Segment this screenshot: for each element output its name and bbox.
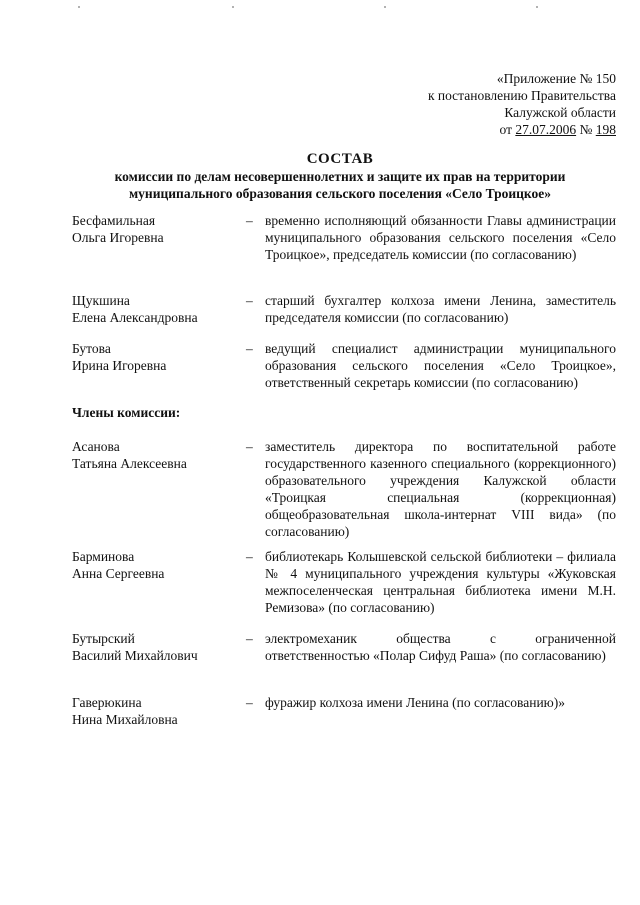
position-description: фуражир колхоза имени Ленина (по согласованию)» — [265, 695, 566, 710]
given-name: Нина Михайловна — [72, 712, 178, 727]
appendix-line-3: Калужской области — [504, 105, 616, 120]
members-heading: Члены комиссии: — [72, 405, 181, 420]
given-name: Татьяна Алексеевна — [72, 456, 187, 471]
dash: – — [246, 549, 253, 564]
document-title — [60, 150, 620, 202]
position-description: ведущий специалист администрации муниципального образования сельского поселения «Село Троицкое», ответственный секретарь комиссии (по согласованию) — [265, 341, 616, 390]
scan-speck — [78, 6, 80, 8]
dash: – — [246, 341, 253, 356]
appendix-number-prefix: № — [576, 122, 596, 137]
position-description: библиотекарь Колышевской сельской библиотеки – филиала № 4 муниципального учреждения культуры «Жуковская межпоселенческая центральная библиотека имени М.Н. Ремизова» (по согласованию) — [265, 549, 616, 615]
position-description: электромеханик общества с ограниченной ответственностью «Полар Сифуд Раша» (по согласованию) — [265, 631, 616, 663]
surname: Асанова — [72, 439, 120, 454]
surname: Щукшина — [72, 293, 130, 308]
dash: – — [246, 293, 253, 308]
given-name: Елена Александровна — [72, 310, 198, 325]
person-name — [72, 548, 242, 582]
surname: Гаверюкина — [72, 695, 142, 710]
appendix-line-4 — [428, 121, 616, 138]
person-name — [72, 340, 242, 374]
appendix-date: 27.07.2006 — [515, 122, 577, 137]
scan-speck — [536, 6, 538, 8]
given-name: Анна Сергеевна — [72, 566, 165, 581]
scan-speck — [232, 6, 234, 8]
title-line-2: муниципального образования сельского поселения «Село Троицкое» — [128, 186, 551, 201]
surname: Барминова — [72, 549, 135, 564]
appendix-date-prefix: от — [499, 122, 516, 137]
dash: – — [246, 695, 253, 710]
surname: Бесфамильная — [72, 213, 156, 228]
person-name — [72, 438, 242, 472]
dash: – — [246, 213, 253, 228]
position-description: временно исполняющий обязанности Главы администрации муниципального образования сельского поселения «Село Троицкое», председатель комиссии (по согласованию) — [265, 213, 616, 262]
title-main: СОСТАВ — [306, 151, 374, 167]
position-description: старший бухгалтер колхоза имени Ленина, заместитель председателя комиссии (по согласованию) — [265, 293, 616, 325]
appendix-header — [428, 70, 616, 138]
appendix-line-1: «Приложение № 150 — [496, 71, 616, 86]
surname: Бутырский — [72, 631, 135, 646]
given-name: Ольга Игоревна — [72, 230, 164, 245]
given-name: Ирина Игоревна — [72, 358, 167, 373]
appendix-line-2: к постановлению Правительства — [427, 88, 616, 103]
person-name — [72, 212, 242, 246]
appendix-number: 198 — [595, 122, 616, 137]
dash: – — [246, 631, 253, 646]
surname: Бутова — [72, 341, 111, 356]
scan-speck — [384, 6, 386, 8]
dash: – — [246, 439, 253, 454]
person-name — [72, 694, 242, 728]
given-name: Василий Михайлович — [72, 648, 198, 663]
title-line-1: комиссии по делам несовершеннолетних и защите их прав на территории — [114, 169, 566, 184]
person-name — [72, 630, 242, 664]
person-name — [72, 292, 242, 326]
position-description: заместитель директора по воспитательной работе государственного казенного специального (коррекционного) образовательного учреждения Калужской области «Троицкая специальная (коррекционная) общеобразовательная школа-интернат VIII вида» (по согласованию) — [265, 439, 616, 539]
